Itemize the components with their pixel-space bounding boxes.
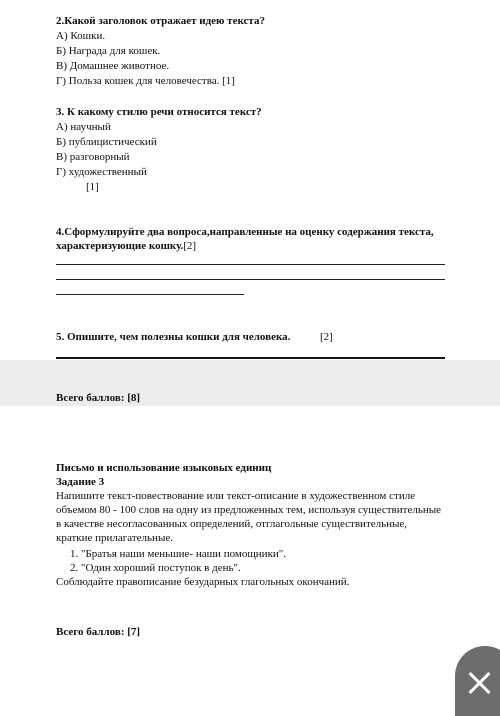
topic-1: 1. "Братья наши меньшие- наши помощники". [70, 548, 287, 560]
topic-2: 2. "Один хороший поступок в день". [70, 562, 241, 574]
task-paragraph [56, 489, 446, 545]
total-score-1: Всего баллов: [8] [56, 392, 141, 404]
answer-line-1[interactable] [56, 264, 445, 265]
answer-line-2[interactable] [56, 279, 445, 280]
question-3-option-b: Б) публицистический [56, 136, 157, 148]
question-2-option-d: Г) Польза кошек для человечества. [1] [56, 75, 235, 87]
question-4-title-line2 [56, 239, 196, 253]
question-2-option-c: В) Домашнее животное. [56, 60, 170, 72]
question-4-score: [2] [183, 240, 197, 252]
task-paragraph-line-4: краткие прилагательные. [56, 532, 173, 544]
question-2-title: 2.Какой заголовок отражает идею текста? [56, 15, 265, 27]
question-5-score: [2] [320, 331, 333, 343]
question-4-title-line1: 4.Сформулируйте два вопроса,направленные на оценку содержания текста, [56, 226, 434, 238]
question-2-option-a: А) Кошки. [56, 30, 106, 42]
question-5-title: 5. Опишите, чем полезны кошки для человека. [56, 331, 291, 343]
close-icon[interactable] [467, 671, 491, 695]
task-note: Соблюдайте правописание безударных глагольных окончаний. [56, 576, 350, 588]
question-4-title-text: характеризующие кошку. [56, 240, 184, 252]
answer-line-4[interactable] [56, 357, 445, 359]
section-heading: Письмо и использование языковых единиц [56, 462, 272, 474]
task-paragraph-line-1: Напишите текст-повествование или текст-описание в художественном стиле [56, 490, 416, 502]
question-3-option-c: В) разговорный [56, 151, 130, 163]
question-2-option-b: Б) Награда для кошек. [56, 45, 161, 57]
task-label: Задание 3 [56, 476, 105, 488]
question-3-option-d: Г) художественный [56, 166, 147, 178]
question-3-option-a: А) научный [56, 121, 111, 133]
question-3-score: [1] [86, 181, 99, 193]
question-3-title: 3. К какому стилю речи относится текст? [56, 106, 262, 118]
task-paragraph-line-2: объемом 80 - 100 слов на одну из предложенных тем, используя существительные [56, 504, 441, 516]
total-score-2: Всего баллов: [7] [56, 626, 141, 638]
task-paragraph-line-3: в качестве несогласованных определений, отглагольные существительные, [56, 518, 408, 530]
answer-line-3[interactable] [56, 294, 244, 295]
